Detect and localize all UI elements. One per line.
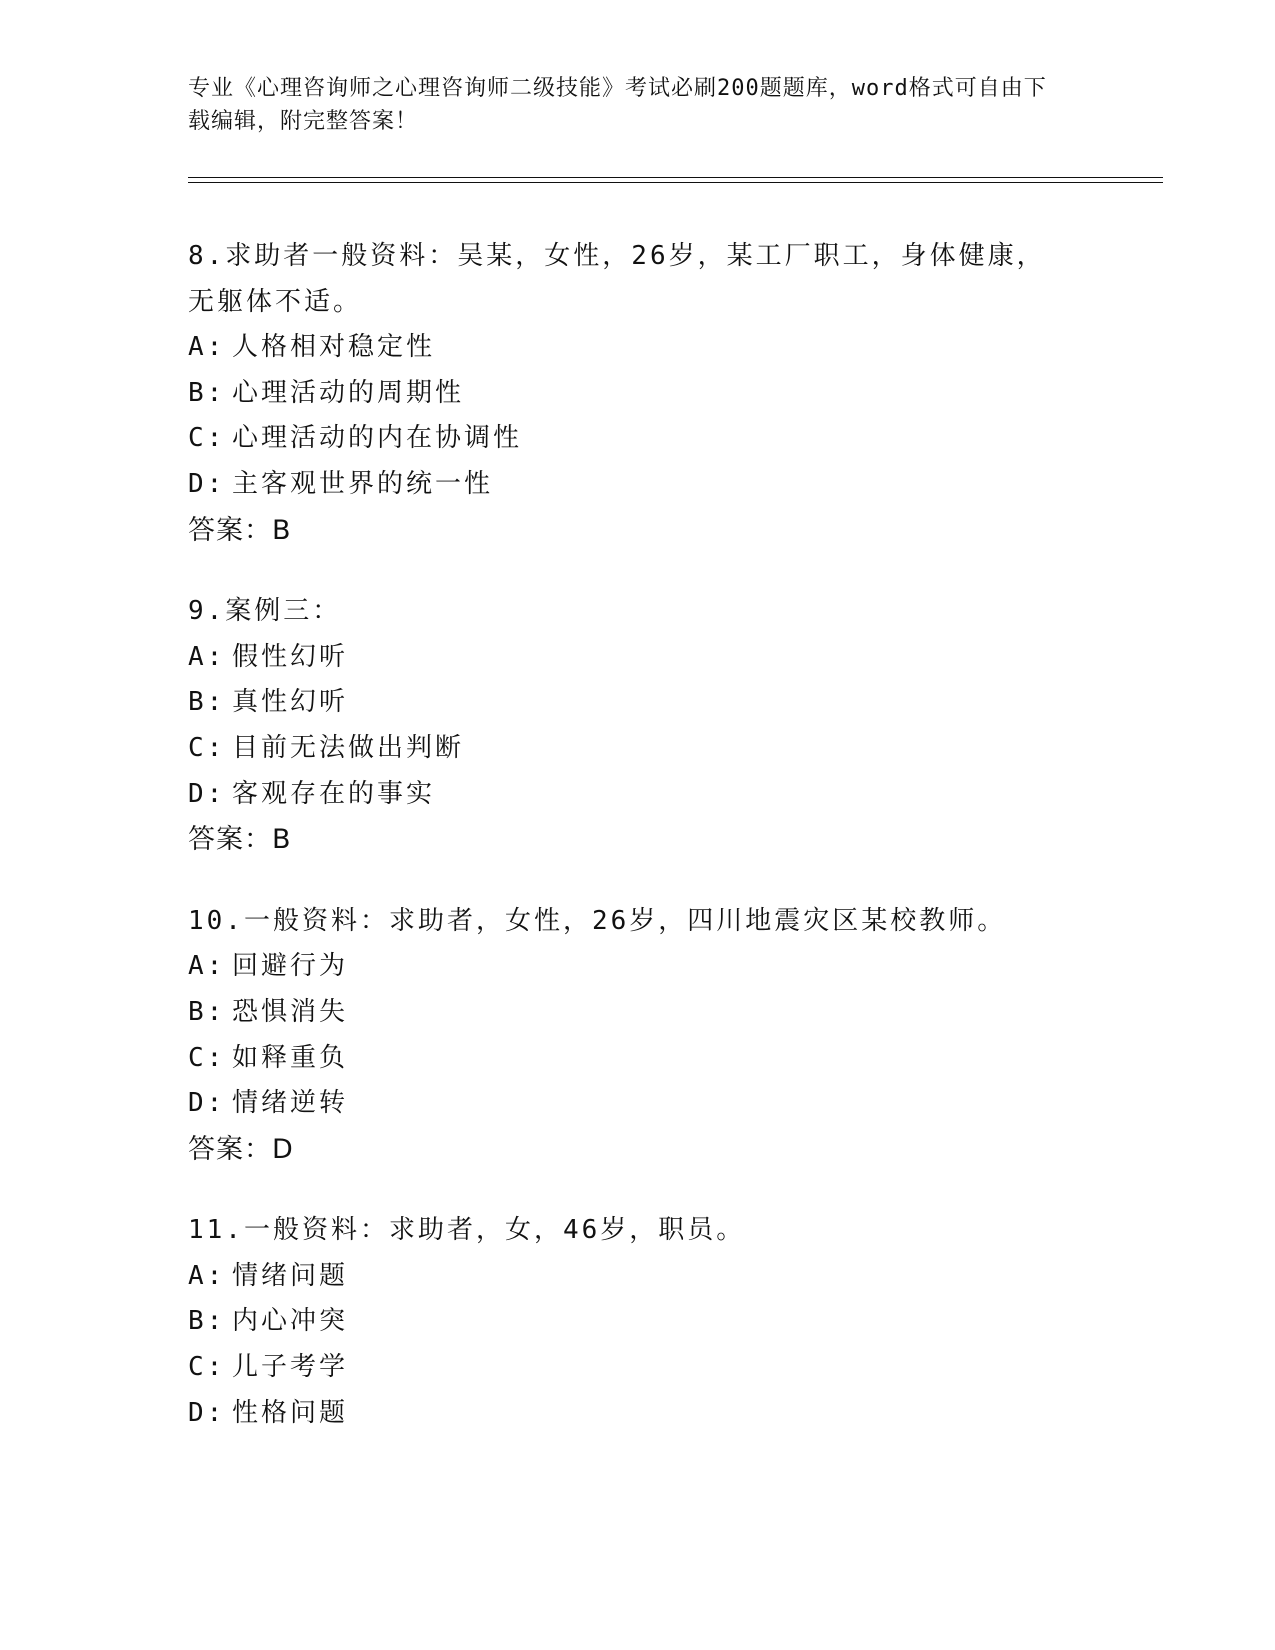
option-key: D:: [188, 468, 226, 499]
question-9: [188, 589, 1088, 863]
question-stem: 11.一般资料：求助者，女，46岁，职员。: [188, 1215, 746, 1246]
option-text: 真性幻听: [232, 687, 349, 718]
question-stem: 10.一般资料：求助者，女性，26岁，四川地震灾区某校教师。: [188, 905, 1007, 936]
option-text: 恐惧消失: [232, 996, 349, 1027]
option-text: 心理活动的内在协调性: [232, 423, 523, 454]
option-text: 儿子考学: [232, 1352, 349, 1383]
option-d: [188, 462, 1088, 508]
question-list: [188, 234, 1088, 1472]
option-key: C:: [188, 423, 226, 454]
option-text: 如释重负: [232, 1042, 349, 1073]
option-c: [188, 416, 1088, 462]
option-text: 目前无法做出判断: [232, 732, 465, 763]
option-text: 心理活动的周期性: [232, 377, 465, 408]
question-10: [188, 899, 1088, 1173]
option-key: A:: [188, 332, 226, 363]
question-8: [188, 234, 1088, 553]
option-text: 人格相对稳定性: [232, 332, 436, 363]
option-key: C:: [188, 732, 226, 763]
option-b: [188, 1299, 1088, 1345]
option-b: [188, 990, 1088, 1036]
option-text: 性格问题: [232, 1397, 349, 1428]
option-a: [188, 325, 1088, 371]
answer-line: 答案：B: [188, 824, 292, 856]
option-key: B:: [188, 1306, 226, 1337]
document-header: 专业《心理咨询师之心理咨询师二级技能》考试必刷200题题库，word格式可自由下载编辑，附完整答案！: [188, 76, 1047, 134]
option-key: D:: [188, 1088, 226, 1119]
option-key: C:: [188, 1042, 226, 1073]
question-11: [188, 1208, 1088, 1436]
option-c: [188, 1036, 1088, 1082]
option-b: [188, 371, 1088, 417]
option-d: [188, 1081, 1088, 1127]
option-b: [188, 680, 1088, 726]
header-divider-bottom: [188, 182, 1163, 183]
option-text: 情绪逆转: [232, 1088, 349, 1119]
option-a: [188, 944, 1088, 990]
option-a: [188, 635, 1088, 681]
option-key: D:: [188, 778, 226, 809]
option-key: A:: [188, 951, 226, 982]
option-text: 假性幻听: [232, 641, 349, 672]
option-text: 回避行为: [232, 951, 349, 982]
option-c: [188, 1345, 1088, 1391]
question-stem: 8.求助者一般资料：吴某，女性，26岁，某工厂职工，身体健康，无躯体不适。: [188, 241, 1046, 317]
header-divider-top: [188, 177, 1163, 178]
option-key: A:: [188, 1260, 226, 1291]
question-stem: 9.案例三：: [188, 596, 342, 627]
option-d: [188, 772, 1088, 818]
option-text: 客观存在的事实: [232, 778, 436, 809]
option-a: [188, 1254, 1088, 1300]
option-key: C:: [188, 1352, 226, 1383]
option-text: 主客观世界的统一性: [232, 468, 494, 499]
option-key: D:: [188, 1397, 226, 1428]
answer-line: 答案：D: [188, 1133, 294, 1165]
option-text: 情绪问题: [232, 1260, 349, 1291]
option-key: B:: [188, 377, 226, 408]
option-key: B:: [188, 687, 226, 718]
option-text: 内心冲突: [232, 1306, 349, 1337]
option-d: [188, 1391, 1088, 1437]
option-c: [188, 726, 1088, 772]
option-key: B:: [188, 996, 226, 1027]
answer-line: 答案：B: [188, 514, 292, 546]
option-key: A:: [188, 641, 226, 672]
